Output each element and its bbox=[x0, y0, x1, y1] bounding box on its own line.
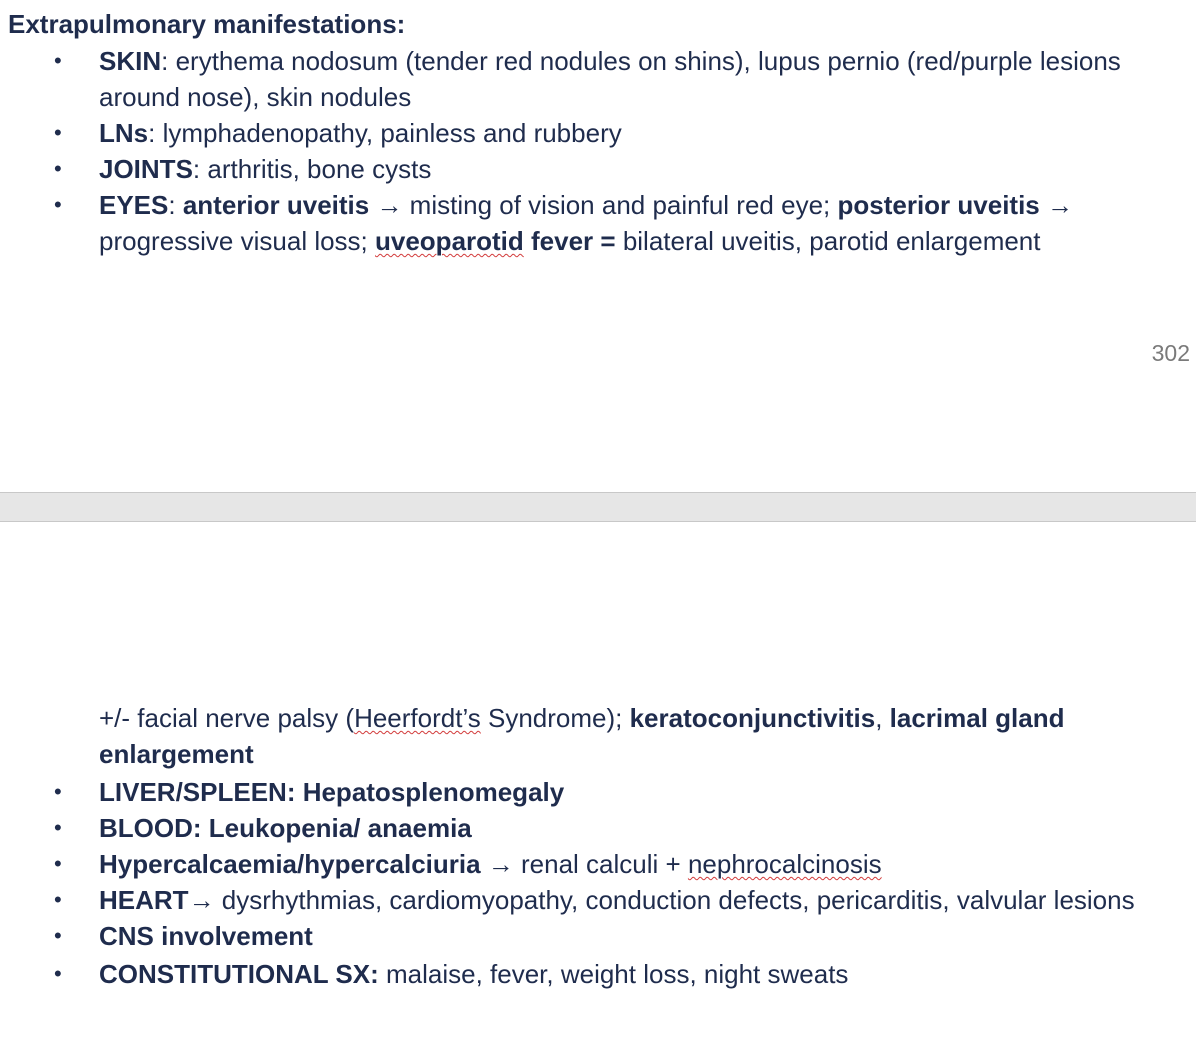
term-uveoparotid: uveoparotid bbox=[375, 226, 524, 256]
bullet-icon: • bbox=[54, 48, 62, 73]
list-item-heart bbox=[0, 882, 1196, 918]
list-item-blood bbox=[0, 810, 1196, 846]
term-lns: LNs bbox=[99, 118, 149, 148]
text-heart: → dysrhythmias, cardiomyopathy, conduction defects, pericarditis, valvular lesions bbox=[188, 885, 1135, 915]
list-item-joints bbox=[0, 151, 1196, 187]
list-item-cns bbox=[0, 918, 1196, 954]
bullet-icon: • bbox=[54, 815, 62, 840]
continuation-text: +/- facial nerve palsy ( bbox=[99, 703, 355, 733]
list-item-constitutional bbox=[0, 956, 1196, 992]
list-item-eyes bbox=[0, 187, 1196, 259]
term-hypercalcaemia: Hypercalcaemia/hypercalciuria bbox=[99, 849, 481, 879]
bullet-icon: • bbox=[54, 961, 62, 986]
term-lacrimal-gland: lacrimal gland enlargement bbox=[99, 703, 1065, 769]
term-heart: HEART bbox=[99, 885, 189, 915]
term-cns: CNS involvement bbox=[99, 921, 313, 951]
bullet-icon: • bbox=[54, 851, 62, 876]
term-nephrocalcinosis: nephrocalcinosis bbox=[687, 849, 882, 879]
term-eyes: EYES bbox=[99, 190, 169, 220]
term-posterior-uveitis: posterior uveitis bbox=[837, 190, 1040, 220]
bullet-list-bottom bbox=[0, 774, 1196, 992]
term-anterior-uveitis: anterior uveitis bbox=[182, 190, 370, 220]
text-fever: bilateral uveitis, parotid enlargement bbox=[615, 226, 1041, 256]
bullet-list-top bbox=[0, 43, 1196, 259]
text-joints: : arthritis, bone cysts bbox=[192, 154, 432, 184]
continuation-text: Syndrome); bbox=[480, 703, 630, 733]
list-item-hypercalcaemia bbox=[0, 846, 1196, 882]
text-anterior-uveitis: → misting of vision and painful red eye; bbox=[369, 190, 838, 220]
list-item-lns bbox=[0, 115, 1196, 151]
text-lns: : lymphadenopathy, painless and rubbery bbox=[148, 118, 622, 148]
bullet-icon: • bbox=[54, 779, 62, 804]
term-blood: BLOOD: Leukopenia/ anaemia bbox=[99, 813, 472, 843]
term-fever: fever = bbox=[523, 226, 616, 256]
term-skin: SKIN bbox=[99, 46, 162, 76]
document-page-top bbox=[0, 0, 1196, 492]
colon-text: : bbox=[168, 190, 183, 220]
text-hypercalcaemia: → renal calculi + bbox=[480, 849, 688, 879]
term-liver-spleen: LIVER/SPLEEN: Hepatosplenomegaly bbox=[99, 777, 565, 807]
section-heading: Extrapulmonary manifestations: bbox=[8, 9, 406, 39]
bullet-icon: • bbox=[54, 192, 62, 217]
list-item-skin bbox=[0, 43, 1196, 115]
term-joints: JOINTS bbox=[99, 154, 193, 184]
page-separator bbox=[0, 492, 1196, 522]
text-skin: : erythema nodosum (tender red nodules on shins), lupus pernio (red/purple lesions around nose), skin nodules bbox=[99, 46, 1121, 112]
list-item-liver-spleen bbox=[0, 774, 1196, 810]
term-heerfordt: Heerfordt’s bbox=[354, 703, 481, 733]
term-constitutional: CONSTITUTIONAL SX: bbox=[99, 959, 379, 989]
text-posterior-uveitis: → progressive visual loss; bbox=[99, 190, 1073, 256]
continuation-text: , bbox=[875, 703, 890, 733]
bullet-icon: • bbox=[54, 156, 62, 181]
eyes-continuation bbox=[0, 700, 1196, 772]
document-page-bottom bbox=[0, 522, 1196, 1040]
page-number: 302 bbox=[1151, 340, 1190, 366]
term-keratoconjunctivitis: keratoconjunctivitis bbox=[629, 703, 876, 733]
bullet-icon: • bbox=[54, 923, 62, 948]
bullet-icon: • bbox=[54, 120, 62, 145]
bullet-icon: • bbox=[54, 887, 62, 912]
text-constitutional: malaise, fever, weight loss, night sweats bbox=[378, 959, 849, 989]
